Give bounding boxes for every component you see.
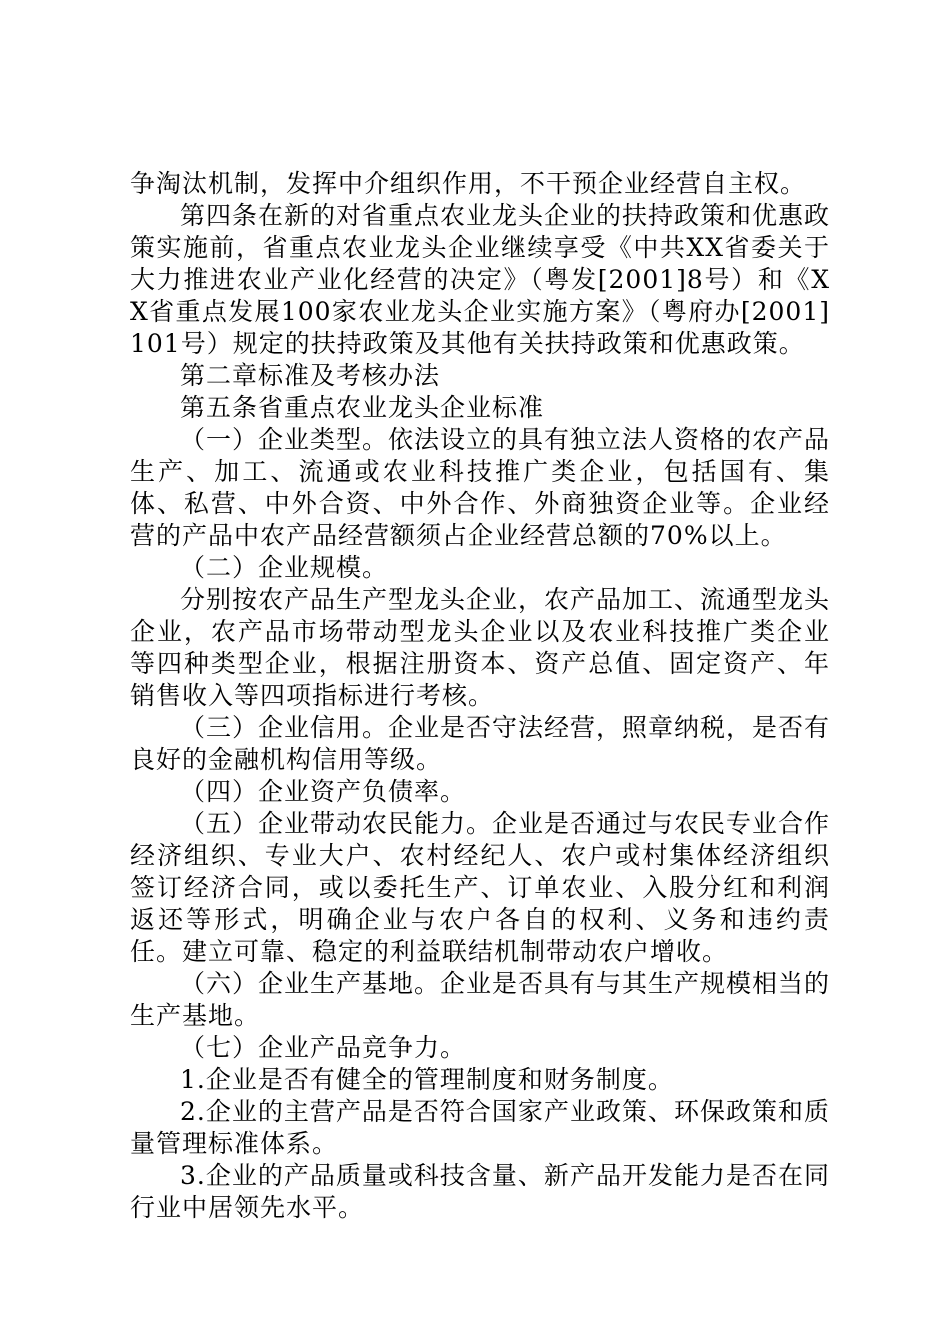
- item-farmer-driving: （五）企业带动农民能力。企业是否通过与农民专业合作经济组织、专业大户、农村经纪人、农户或村集体经济组织签订经济合同，或以委托生产、订单农业、入股分红和利润返还等形式，明确企业与农户各自的权利、义务和违约责任。建立可靠、稳定的利益联结机制带动农户增收。: [130, 809, 831, 966]
- item-production-base: （六）企业生产基地。企业是否具有与其生产规模相当的生产基地。: [130, 969, 831, 1030]
- subitem-2: 2.企业的主营产品是否符合国家产业政策、环保政策和质量管理标准体系。: [130, 1097, 830, 1158]
- chapter-heading: 第二章标准及考核办法: [180, 361, 441, 390]
- document-body: [130, 168, 830, 1224]
- item-enterprise-scale: （二）企业规模。: [180, 553, 389, 582]
- item-debt-ratio: （四）企业资产负债率。: [180, 777, 467, 806]
- article-5-heading: 第五条省重点农业龙头企业标准: [180, 393, 545, 422]
- paragraph-continuation: 争淘汰机制，发挥中介组织作用，不干预企业经营自主权。: [130, 169, 807, 198]
- paragraph-scale-detail: 分别按农产品生产型龙头企业，农产品加工、流通型龙头企业，农产品市场带动型龙头企业以及农业科技推广类企业等四种类型企业，根据注册资本、资产总值、固定资产、年销售收入等四项指标进行考核。: [130, 585, 831, 710]
- item-enterprise-credit: （三）企业信用。企业是否守法经营，照章纳税，是否有良好的金融机构信用等级。: [130, 713, 831, 774]
- subitem-3: 3.企业的产品质量或科技含量、新产品开发能力是否在同行业中居领先水平。: [130, 1161, 830, 1222]
- item-enterprise-type: （一）企业类型。依法设立的具有独立法人资格的农产品生产、加工、流通或农业科技推广类企业，包括国有、集体、私营、中外合资、中外合作、外商独资企业等。企业经营的产品中农产品经营额须占企业经营总额的70%以上。: [130, 425, 831, 550]
- paragraph-article-4: 第四条在新的对省重点农业龙头企业的扶持政策和优惠政策实施前，省重点农业龙头企业继续享受《中共XX省委关于大力推进农业产业化经营的决定》（粤发[2001]8号）和《XX省重点发展100家农业龙头企业实施方案》（粤府办[2001]101号）规定的扶持政策及其他有关扶持政策和优惠政策。: [130, 201, 831, 358]
- subitem-1: 1.企业是否有健全的管理制度和财务制度。: [180, 1065, 674, 1094]
- item-competitiveness: （七）企业产品竞争力。: [180, 1033, 467, 1062]
